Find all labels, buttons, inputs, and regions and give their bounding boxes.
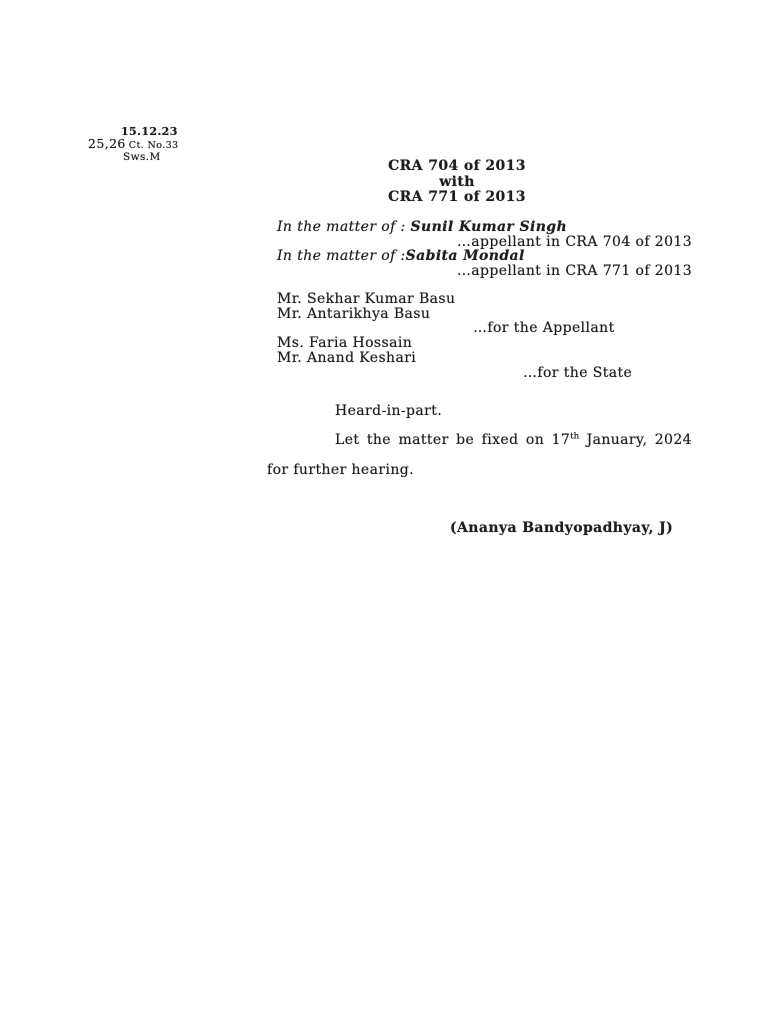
matter-row-1: [277, 220, 692, 235]
item-numbers: 25,26: [88, 136, 126, 151]
case-number-2: CRA 771 of 2013: [388, 189, 526, 206]
judge-signature: (Ananya Bandyopadhyay, J): [450, 520, 674, 536]
case-join-word: with: [439, 173, 475, 190]
counsel-block: [277, 292, 692, 380]
case-number-1: CRA 704 of 2013: [388, 158, 526, 174]
ordinal-superscript: th: [570, 431, 580, 442]
order-paragraph-continuation: for further hearing.: [267, 461, 414, 478]
counsel-state-1: Ms. Faria Hossain: [277, 335, 413, 352]
appellant-name-1: Sunil Kumar Singh: [410, 219, 568, 235]
order-date: 15.12.23: [121, 125, 178, 138]
stenographer-initials: Sws.M: [123, 151, 161, 163]
for-state-label: …for the State: [523, 364, 633, 381]
appellant-line-2: …appellant in CRA 771 of 2013: [456, 263, 692, 280]
order-body: [267, 397, 692, 485]
fixed-date-rest: January, 2024: [579, 432, 692, 449]
court-number: Ct. No.33: [128, 140, 179, 151]
for-appellant-label: …for the Appellant: [473, 320, 615, 337]
appellant-name-2: Sabita Mondal: [405, 248, 525, 265]
matter-prefix-2: In the matter of :: [277, 248, 406, 265]
fixed-date-text: Let the matter be fixed on 17: [335, 432, 571, 449]
counsel-appellant-2: Mr. Antarikhya Basu: [277, 305, 431, 322]
matter-row-2: [277, 249, 692, 264]
appellant-line-1: …appellant in CRA 704 of 2013: [456, 233, 692, 250]
matter-block: [277, 220, 692, 279]
counsel-state-2: Mr. Anand Keshari: [277, 349, 417, 366]
item-and-court-line: [88, 136, 179, 151]
order-paragraph-heard: Heard-in-part.: [335, 403, 443, 419]
matter-prefix-1: In the matter of :: [277, 219, 411, 235]
order-paragraph-fixed-date: [335, 426, 692, 455]
cause-title: [240, 159, 674, 206]
counsel-appellant-1: Mr. Sekhar Kumar Basu: [277, 291, 456, 307]
